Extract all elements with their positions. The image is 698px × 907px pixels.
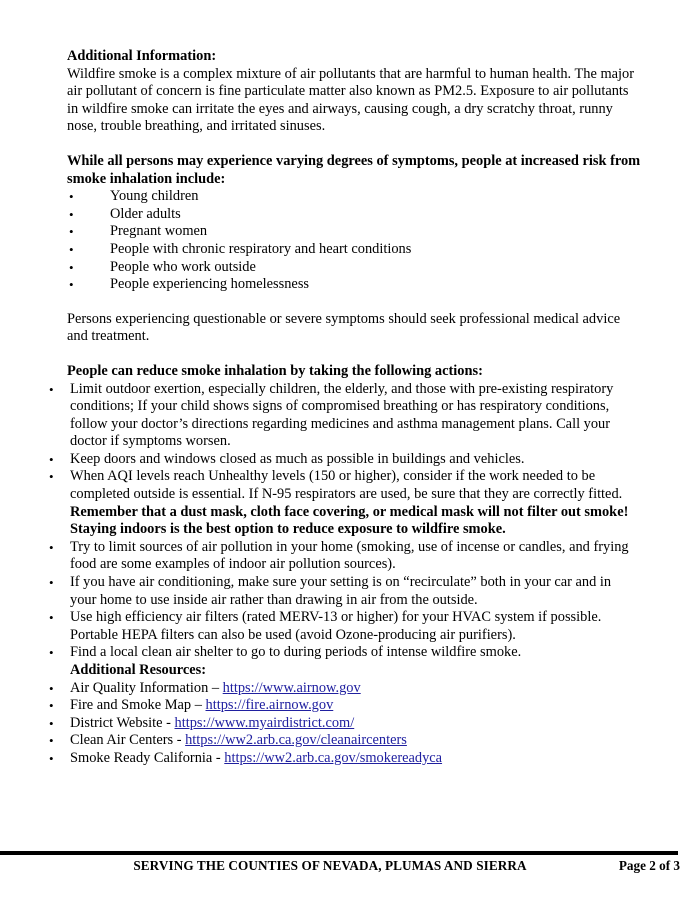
bullet-icon: • bbox=[49, 645, 54, 661]
resource-label: Fire and Smoke Map – bbox=[70, 697, 206, 714]
bullet-icon: • bbox=[49, 610, 54, 626]
resource-label: Air Quality Information – bbox=[70, 679, 223, 696]
bullet-icon: • bbox=[69, 277, 74, 293]
at-risk-closing-paragraph: Persons experiencing questionable or severe symptoms should seek professional medical advice and treatment. bbox=[67, 310, 621, 345]
additional-information-paragraph: Wildfire smoke is a complex mixture of air pollutants that are harmful to human health. The major air pollutant of concern is fine particulate matter also known as PM2.5. Exposure to air pollutants in wildfire smoke can irritate the eyes and airways, causing cough, a dry scratchy throat, runny nose, trouble breathing, and irritated sinuses. bbox=[67, 65, 635, 135]
document-body bbox=[49, 48, 641, 768]
list-item-label: If you have air conditioning, make sure your setting is on “recirculate” both in your car and in your home to use inside air rather than drawing in air from the outside. bbox=[70, 574, 612, 608]
bullet-icon: • bbox=[49, 733, 54, 749]
list-item-label: Try to limit sources of air pollution in your home (smoking, use of incense or candles, and frying food are some examples of indoor air pollution sources). bbox=[70, 538, 629, 573]
list-item bbox=[45, 381, 641, 451]
resource-link[interactable]: https://ww2.arb.ca.gov/smokereadyca bbox=[224, 749, 443, 766]
list-item-label: People experiencing homelessness bbox=[110, 276, 310, 293]
list-item bbox=[67, 206, 641, 224]
bullet-icon: • bbox=[69, 206, 74, 222]
list-item-label: People with chronic respiratory and heart conditions bbox=[110, 240, 412, 257]
bullet-icon: • bbox=[49, 750, 54, 766]
list-item bbox=[45, 609, 641, 644]
bullet-icon: • bbox=[49, 451, 54, 467]
bullet-icon: • bbox=[49, 469, 54, 485]
resource-label: Clean Air Centers - bbox=[70, 732, 186, 749]
bullet-icon: • bbox=[49, 575, 54, 591]
bullet-icon: • bbox=[69, 189, 74, 205]
resource-item bbox=[45, 697, 641, 715]
list-item bbox=[45, 574, 641, 609]
list-item bbox=[45, 468, 641, 538]
list-item bbox=[67, 276, 641, 294]
list-item-label: People who work outside bbox=[110, 258, 256, 275]
bullet-icon: • bbox=[49, 539, 54, 555]
resource-label: District Website - bbox=[70, 714, 175, 731]
list-item-label: Limit outdoor exertion, especially children, the elderly, and those with pre-existing respiratory conditions; If your child shows signs of compromised breathing or has respiratory conditions, follow your doctor’s directions regarding medicines and asthma management plans. Call your doctor if symptoms worsen. bbox=[70, 380, 614, 450]
footer-divider bbox=[0, 851, 678, 855]
list-item-label: Older adults bbox=[110, 205, 181, 222]
resource-item bbox=[45, 732, 641, 750]
resource-link[interactable]: https://fire.airnow.gov bbox=[205, 697, 334, 714]
bullet-icon: • bbox=[49, 715, 54, 731]
list-item bbox=[67, 223, 641, 241]
list-item-label: Use high efficiency air filters (rated MERV-13 or higher) for your HVAC system if possible. Portable HEPA filters can also be used (avoid Ozone-producing air purifiers). bbox=[70, 609, 602, 643]
list-item-emphasis: Remember that a dust mask, cloth face covering, or medical mask will not filter out smoke! Staying indoors is the best option to reduce exposure to wildfire smoke. bbox=[70, 503, 629, 538]
resource-link[interactable]: https://www.airnow.gov bbox=[222, 679, 361, 696]
bullet-icon: • bbox=[69, 241, 74, 257]
spacer bbox=[67, 346, 641, 363]
resource-item bbox=[45, 680, 641, 698]
list-item bbox=[67, 188, 641, 206]
list-item-label: Keep doors and windows closed as much as possible in buildings and vehicles. bbox=[70, 450, 525, 467]
page-footer bbox=[0, 858, 688, 880]
actions-heading: People can reduce smoke inhalation by taking the following actions: bbox=[67, 362, 483, 379]
footer-serving-text: SERVING THE COUNTIES OF NEVADA, PLUMAS AND SIERRA bbox=[133, 858, 527, 873]
resource-item bbox=[45, 715, 641, 733]
list-item bbox=[67, 259, 641, 277]
spacer bbox=[67, 136, 641, 153]
bullet-icon: • bbox=[49, 698, 54, 714]
resource-link[interactable]: https://ww2.arb.ca.gov/cleanaircenters bbox=[185, 732, 407, 749]
list-item bbox=[45, 644, 641, 662]
bullet-icon: • bbox=[49, 381, 54, 397]
additional-information-heading: Additional Information: bbox=[67, 48, 217, 64]
resource-label: Smoke Ready California - bbox=[70, 749, 225, 766]
resource-item bbox=[45, 750, 641, 768]
bullet-icon: • bbox=[49, 680, 54, 696]
list-item-label: When AQI levels reach Unhealthy levels (150 or higher), consider if the work needed to be completed outside is essential. If N-95 respirators are used, be sure that they are correctly fitted. bbox=[70, 468, 623, 503]
list-item bbox=[67, 241, 641, 259]
resource-link[interactable]: https://www.myairdistrict.com/ bbox=[174, 714, 355, 731]
bullet-icon: • bbox=[69, 259, 74, 275]
actions-list bbox=[45, 381, 641, 768]
at-risk-heading: While all persons may experience varying degrees of symptoms, people at increased risk from smoke inhalation include: bbox=[67, 152, 641, 187]
list-item-label: Find a local clean air shelter to go to during periods of intense wildfire smoke. bbox=[70, 644, 522, 661]
footer-page-number: Page 2 of 3 bbox=[618, 858, 680, 873]
resources-heading-row bbox=[45, 662, 641, 680]
list-item-label: Young children bbox=[110, 188, 199, 205]
bullet-icon: • bbox=[69, 224, 74, 240]
resources-heading: Additional Resources: bbox=[70, 662, 207, 678]
list-item bbox=[45, 451, 641, 469]
list-item-label: Pregnant women bbox=[110, 223, 208, 240]
list-item bbox=[45, 539, 641, 574]
spacer bbox=[67, 294, 641, 311]
at-risk-list bbox=[67, 188, 641, 294]
